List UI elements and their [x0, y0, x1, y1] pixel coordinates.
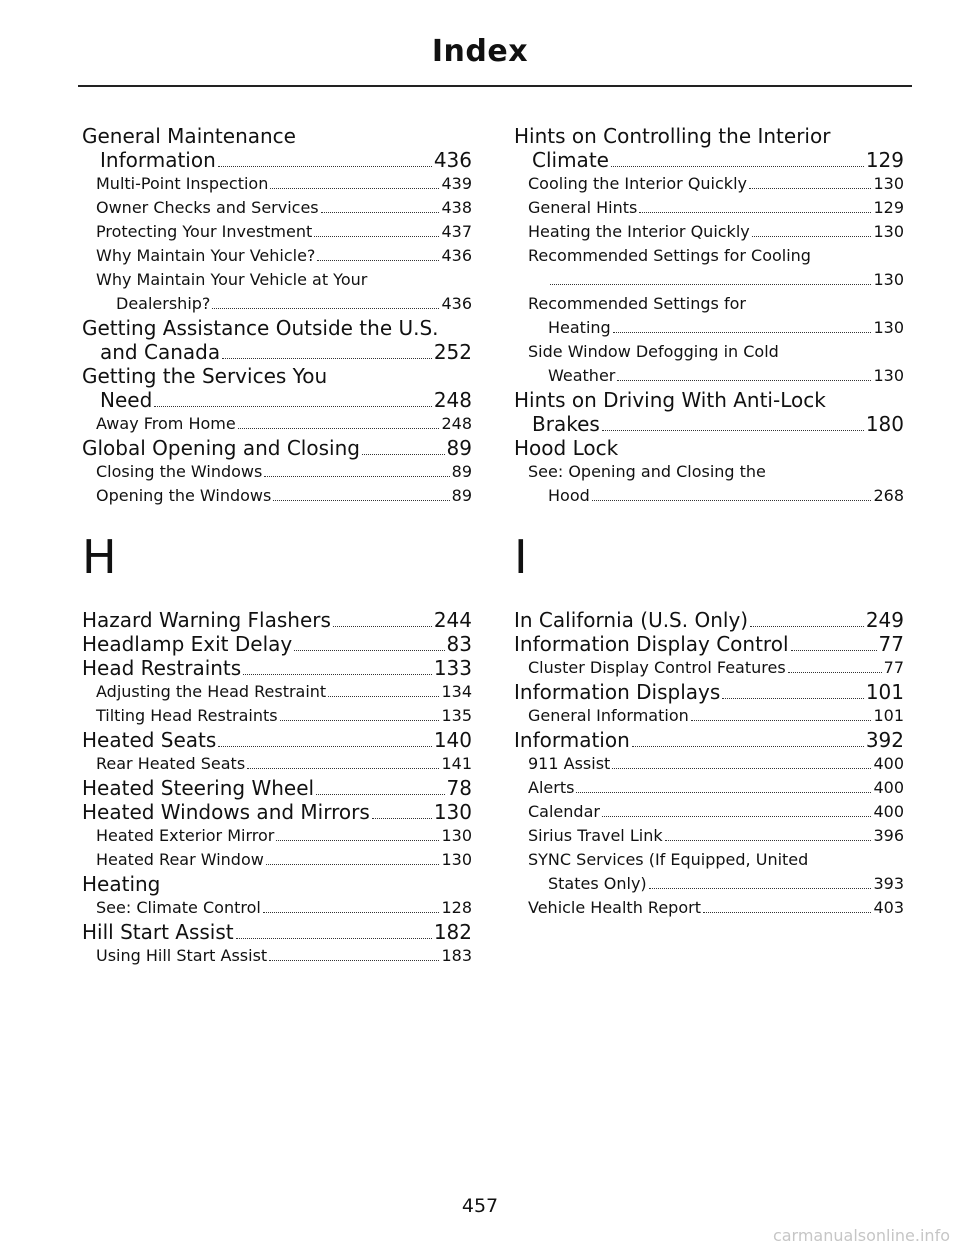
entry-text: Hood Lock [514, 436, 619, 460]
dot-leader [321, 212, 440, 213]
entry-text: See: Opening and Closing the [528, 462, 766, 481]
dot-leader [280, 720, 440, 721]
entry-line [528, 220, 904, 244]
entry-text: Headlamp Exit Delay [82, 632, 293, 656]
dot-leader [276, 840, 439, 841]
index-subentry [82, 244, 472, 268]
dot-leader [236, 938, 432, 939]
entry-page-number: 248 [441, 414, 472, 433]
entry-page-number: 89 [446, 436, 472, 460]
entry-line [96, 412, 472, 436]
entry-text: SYNC Services (If Equipped, United [528, 850, 809, 869]
entry-page-number: 89 [451, 486, 472, 505]
entry-text: Heating [82, 872, 161, 896]
entry-page-number: 129 [865, 148, 904, 172]
entry-line [96, 244, 472, 268]
dot-leader [243, 674, 432, 675]
entry-text: Recommended Settings for [528, 294, 746, 313]
entry-text: Hazard Warning Flashers [82, 608, 331, 632]
index-subentry [82, 412, 472, 436]
entry-text: Alerts [528, 778, 575, 797]
entry-line [96, 896, 472, 920]
entry-text: Using Hill Start Assist [96, 946, 268, 965]
entry-text: and Canada [100, 340, 221, 364]
entry-text: Adjusting the Head Restraint [96, 682, 327, 701]
index-entry [514, 436, 904, 460]
index-subentry [514, 172, 904, 196]
index-subentry [514, 776, 904, 800]
entry-page-number: 183 [441, 946, 472, 965]
index-entry [514, 388, 904, 436]
entry-page-number: 77 [878, 632, 904, 656]
entry-page-number: 252 [433, 340, 472, 364]
index-subentry [82, 896, 472, 920]
entry-line [514, 388, 904, 412]
index-subentry [82, 680, 472, 704]
index-subentry [514, 196, 904, 220]
entry-page-number: 101 [873, 706, 904, 725]
dot-leader [602, 430, 864, 431]
entry-page-number: 130 [441, 850, 472, 869]
section-letter-h: H [82, 530, 117, 584]
entry-text: Away From Home [96, 414, 236, 433]
index-subentry [82, 848, 472, 872]
entry-line [96, 172, 472, 196]
entry-page-number: 438 [441, 198, 472, 217]
entry-text: Heating the Interior Quickly [528, 222, 750, 241]
page-number: 457 [461, 1195, 499, 1217]
entry-line [82, 728, 472, 752]
entry-line [528, 364, 904, 388]
dot-leader [314, 236, 439, 237]
entry-text: Recommended Settings for Cooling [528, 246, 811, 265]
page-title: Index [431, 34, 529, 69]
entry-line [82, 436, 472, 460]
entry-page-number: 130 [873, 174, 904, 193]
dot-leader [602, 816, 872, 817]
entry-line [96, 680, 472, 704]
entry-line [82, 340, 472, 364]
entry-line [514, 680, 904, 704]
entry-line [514, 632, 904, 656]
entry-line [96, 220, 472, 244]
entry-line [514, 148, 904, 172]
entry-text: Need [100, 388, 153, 412]
index-subentry [514, 704, 904, 728]
dot-leader [273, 500, 449, 501]
entry-page-number: 437 [441, 222, 472, 241]
entry-page-number: 89 [451, 462, 472, 481]
entry-page-number: 403 [873, 898, 904, 917]
title-divider [78, 85, 912, 87]
entry-text: Heated Steering Wheel [82, 776, 315, 800]
entry-line [528, 824, 904, 848]
entry-text: Sirius Travel Link [528, 826, 663, 845]
entry-page-number: 135 [441, 706, 472, 725]
entry-line [82, 316, 472, 340]
dot-leader [788, 672, 882, 673]
entry-page-number: 133 [433, 656, 472, 680]
index-entry [82, 124, 472, 172]
entry-page-number: 244 [433, 608, 472, 632]
entry-line [96, 292, 472, 316]
dot-leader [222, 358, 432, 359]
dot-leader [752, 236, 872, 237]
entry-text: Opening the Windows [96, 486, 272, 505]
dot-leader [238, 428, 440, 429]
entry-text: Heating [548, 318, 611, 337]
dot-leader [270, 188, 439, 189]
entry-page-number: 134 [441, 682, 472, 701]
index-subentry [514, 824, 904, 848]
entry-page-number: 268 [873, 486, 904, 505]
index-entry [514, 632, 904, 656]
entry-page-number: 130 [873, 222, 904, 241]
dot-leader [613, 332, 872, 333]
dot-leader [632, 746, 864, 747]
index-subentry [82, 944, 472, 968]
entry-text: General Hints [528, 198, 638, 217]
index-subentry [82, 172, 472, 196]
index-entry [82, 436, 472, 460]
dot-leader [612, 768, 871, 769]
entry-line [528, 172, 904, 196]
entry-text: Calendar [528, 802, 600, 821]
entry-text: Cluster Display Control Features [528, 658, 786, 677]
entry-line [514, 412, 904, 436]
dot-leader [247, 768, 439, 769]
entry-line [514, 436, 904, 460]
entry-page-number: 130 [873, 366, 904, 385]
entry-text: In California (U.S. Only) [514, 608, 749, 632]
dot-leader [550, 284, 871, 285]
entry-line [528, 292, 904, 316]
dot-leader [263, 912, 440, 913]
dot-leader [649, 888, 872, 889]
entry-page-number: 83 [446, 632, 472, 656]
entry-line [82, 920, 472, 944]
index-subentry [82, 704, 472, 728]
index-entry [82, 316, 472, 364]
dot-leader [264, 476, 449, 477]
dot-leader [212, 308, 439, 309]
entry-line [82, 632, 472, 656]
entry-page-number: 130 [441, 826, 472, 845]
index-subentry [82, 220, 472, 244]
index-entry [82, 728, 472, 752]
entry-line [96, 824, 472, 848]
entry-page-number: 400 [873, 754, 904, 773]
index-subentry [82, 196, 472, 220]
entry-page-number: 130 [873, 270, 904, 289]
dot-leader [611, 166, 864, 167]
entry-text: 911 Assist [528, 754, 611, 773]
index-subentry [514, 656, 904, 680]
entry-line [528, 268, 904, 292]
dot-leader [576, 792, 871, 793]
entry-text: Head Restraints [82, 656, 242, 680]
entry-page-number: 78 [446, 776, 472, 800]
entry-text: Rear Heated Seats [96, 754, 246, 773]
entry-line [96, 196, 472, 220]
index-entry [82, 872, 472, 896]
index-subentry [514, 244, 904, 292]
index-subentry [514, 848, 904, 896]
entry-text: Side Window Defogging in Cold [528, 342, 779, 361]
entry-text: States Only) [548, 874, 647, 893]
entry-page-number: 439 [441, 174, 472, 193]
dot-leader [269, 960, 439, 961]
entry-page-number: 436 [433, 148, 472, 172]
dot-leader [722, 698, 864, 699]
entry-page-number: 130 [433, 800, 472, 824]
index-entry [82, 364, 472, 412]
entry-text: Information [514, 728, 630, 752]
index-subentry [82, 460, 472, 484]
entry-page-number: 400 [873, 778, 904, 797]
entry-line [82, 388, 472, 412]
entry-page-number: 180 [865, 412, 904, 436]
index-entry [514, 608, 904, 632]
dot-leader [154, 406, 432, 407]
entry-text: Information Displays [514, 680, 721, 704]
entry-page-number: 141 [441, 754, 472, 773]
entry-text: Cooling the Interior Quickly [528, 174, 747, 193]
entry-line [528, 340, 904, 364]
entry-line [96, 848, 472, 872]
index-entry [82, 800, 472, 824]
entry-page-number: 140 [433, 728, 472, 752]
dot-leader [328, 696, 439, 697]
section-letter-i: I [514, 530, 528, 584]
index-entry [82, 920, 472, 944]
entry-text: Information [100, 148, 216, 172]
entry-text: Dealership? [116, 294, 211, 313]
dot-leader [333, 626, 432, 627]
entry-page-number: 182 [433, 920, 472, 944]
dot-leader [218, 746, 431, 747]
entry-line [528, 460, 904, 484]
entry-text: Heated Windows and Mirrors [82, 800, 370, 824]
entry-line [528, 484, 904, 508]
dot-leader [665, 840, 872, 841]
dot-leader [703, 912, 871, 913]
index-column-right [514, 124, 904, 920]
entry-line [82, 872, 472, 896]
entry-page-number: 77 [883, 658, 904, 677]
dot-leader [749, 188, 871, 189]
entry-text: Brakes [532, 412, 600, 436]
entry-line [528, 776, 904, 800]
entry-list [514, 608, 904, 920]
dot-leader [317, 260, 439, 261]
entry-text: Hood [548, 486, 590, 505]
entry-page-number: 249 [865, 608, 904, 632]
index-entry [82, 632, 472, 656]
entry-line [82, 776, 472, 800]
entry-text: Multi-Point Inspection [96, 174, 269, 193]
index-entry [82, 776, 472, 800]
entry-line [82, 800, 472, 824]
index-subentry [514, 752, 904, 776]
entry-text: Tilting Head Restraints [96, 706, 278, 725]
entry-line [96, 752, 472, 776]
entry-line [528, 316, 904, 340]
entry-text: Global Opening and Closing [82, 436, 360, 460]
dot-leader [592, 500, 872, 501]
dot-leader [362, 454, 445, 455]
index-subentry [82, 824, 472, 848]
entry-line [528, 244, 904, 268]
entry-line [528, 800, 904, 824]
entry-list [514, 124, 904, 508]
entry-text: Why Maintain Your Vehicle? [96, 246, 316, 265]
index-subentry [514, 460, 904, 508]
dot-leader [639, 212, 871, 213]
entry-text: General Information [528, 706, 689, 725]
entry-text: Heated Exterior Mirror [96, 826, 275, 845]
entry-line [528, 704, 904, 728]
entry-text: Heated Seats [82, 728, 217, 752]
index-column-left [82, 124, 472, 968]
entry-text: General Maintenance [82, 124, 296, 148]
entry-text: Information Display Control [514, 632, 789, 656]
dot-leader [691, 720, 872, 721]
index-entry [514, 124, 904, 172]
index-entry [514, 680, 904, 704]
dot-leader [791, 650, 877, 651]
entry-page-number: 129 [873, 198, 904, 217]
entry-line [82, 364, 472, 388]
dot-leader [294, 650, 444, 651]
entry-text: Closing the Windows [96, 462, 263, 481]
entry-page-number: 436 [441, 246, 472, 265]
entry-line [528, 656, 904, 680]
entry-line [96, 944, 472, 968]
dot-leader [750, 626, 864, 627]
index-subentry [514, 340, 904, 388]
entry-text: Protecting Your Investment [96, 222, 313, 241]
entry-line [528, 848, 904, 872]
index-subentry [514, 896, 904, 920]
entry-list [82, 124, 472, 508]
entry-page-number: 393 [873, 874, 904, 893]
index-subentry [514, 800, 904, 824]
entry-text: Getting Assistance Outside the U.S. [82, 316, 439, 340]
entry-line [514, 608, 904, 632]
index-subentry [82, 484, 472, 508]
entry-page-number: 436 [441, 294, 472, 313]
entry-line [528, 896, 904, 920]
index-entry [82, 608, 472, 632]
index-entry [514, 728, 904, 752]
entry-text: Hints on Driving With Anti-Lock [514, 388, 826, 412]
entry-line [82, 608, 472, 632]
index-subentry [82, 268, 472, 316]
entry-text: Why Maintain Your Vehicle at Your [96, 270, 368, 289]
dot-leader [316, 794, 444, 795]
entry-page-number: 400 [873, 802, 904, 821]
entry-line [96, 460, 472, 484]
entry-text: Owner Checks and Services [96, 198, 319, 217]
entry-page-number: 130 [873, 318, 904, 337]
index-subentry [514, 220, 904, 244]
entry-line [514, 728, 904, 752]
dot-leader [372, 818, 432, 819]
entry-page-number: 396 [873, 826, 904, 845]
entry-line [96, 704, 472, 728]
entry-line [528, 872, 904, 896]
dot-leader [617, 380, 871, 381]
entry-text: Getting the Services You [82, 364, 328, 388]
dot-leader [266, 864, 440, 865]
entry-line [514, 124, 904, 148]
entry-page-number: 101 [865, 680, 904, 704]
dot-leader [218, 166, 432, 167]
entry-line [96, 484, 472, 508]
entry-page-number: 248 [433, 388, 472, 412]
entry-line [82, 656, 472, 680]
entry-line [528, 752, 904, 776]
index-entry [82, 656, 472, 680]
index-subentry [82, 752, 472, 776]
entry-text: See: Climate Control [96, 898, 261, 917]
entry-text: Heated Rear Window [96, 850, 264, 869]
entry-page-number: 128 [441, 898, 472, 917]
watermark: carmanualsonline.info [772, 1226, 950, 1245]
entry-line [82, 148, 472, 172]
entry-text: Weather [548, 366, 616, 385]
entry-line [96, 268, 472, 292]
entry-text: Hill Start Assist [82, 920, 234, 944]
entry-page-number: 392 [865, 728, 904, 752]
entry-text: Vehicle Health Report [528, 898, 701, 917]
index-subentry [514, 292, 904, 340]
entry-list [82, 608, 472, 968]
entry-text: Climate [532, 148, 609, 172]
entry-line [528, 196, 904, 220]
entry-text: Hints on Controlling the Interior [514, 124, 831, 148]
entry-line [82, 124, 472, 148]
